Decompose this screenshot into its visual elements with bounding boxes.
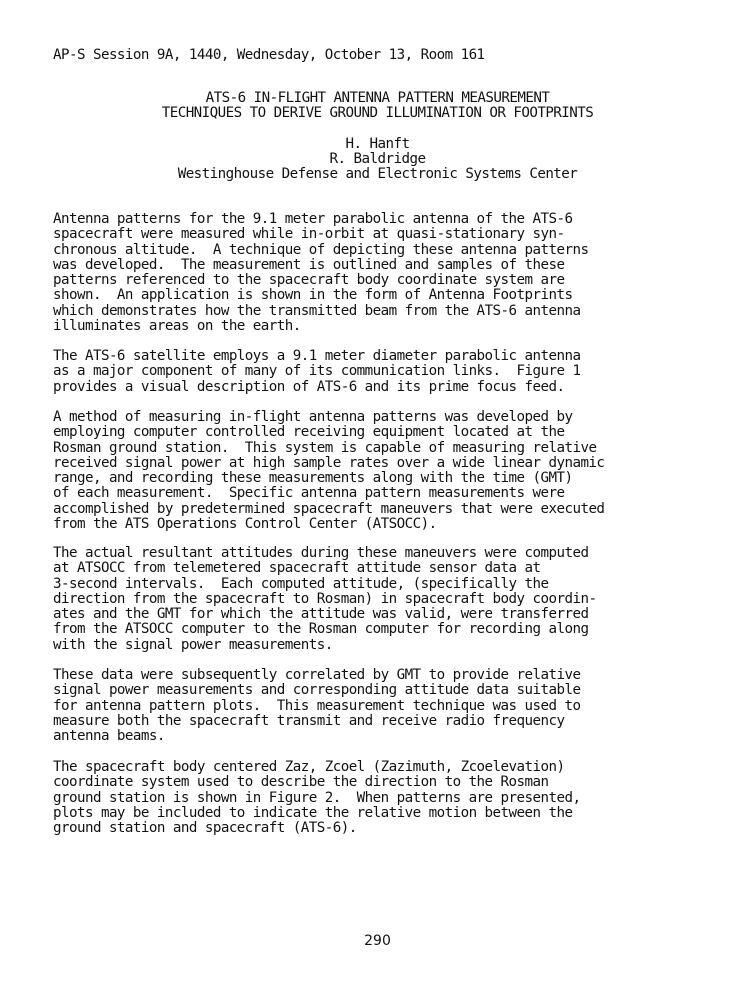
- text-line: ground station is shown in Figure 2. When patterns are presented,: [53, 789, 581, 806]
- text-line: from the ATS Operations Control Center (ATSOCC).: [53, 515, 437, 532]
- text-line: of each measurement. Specific antenna pattern measurements were: [53, 485, 565, 502]
- text-line: accomplished by predetermined spacecraft maneuvers that were executed: [53, 500, 605, 517]
- text-line: received signal power at high sample rates over a wide linear dynamic: [53, 454, 605, 471]
- title-line-1: ATS-6 IN-FLIGHT ANTENNA PATTERN MEASUREMENT: [205, 90, 550, 106]
- text-line: coordinate system used to describe the direction to the Rosman: [53, 774, 549, 791]
- text-line: Rosman ground station. This system is capable of measuring relative: [53, 439, 597, 456]
- paragraph-attitudes: [53, 546, 733, 653]
- text-line: range, and recording these measurements along with the time (GMT): [53, 470, 573, 486]
- text-line: which demonstrates how the transmitted beam from the ATS-6 antenna: [53, 302, 581, 319]
- text-line: These data were subsequently correlated by GMT to provide relative: [53, 667, 581, 683]
- paragraph-satellite: [53, 349, 733, 395]
- text-line: antenna beams.: [53, 728, 165, 744]
- paragraph-method: [53, 410, 733, 532]
- text-line: was developed. The measurement is outlined and samples of these: [53, 256, 565, 273]
- text-line: chronous altitude. A technique of depicting these antenna patterns: [53, 241, 589, 258]
- text-line: illuminates areas on the earth.: [53, 317, 301, 334]
- text-line: as a major component of many of its communication links. Figure 1: [53, 363, 581, 380]
- text-line: ground station and spacecraft (ATS-6).: [53, 820, 357, 836]
- page-number: 290: [364, 933, 391, 949]
- text-line: ates and the GMT for which the attitude was valid, were transferred: [53, 606, 589, 622]
- paragraph-abstract: [53, 212, 733, 334]
- paragraph-coordinate-system: [53, 760, 733, 836]
- text-line: provides a visual description of ATS-6 and its prime focus feed.: [53, 378, 565, 395]
- text-line: signal power measurements and corresponding attitude data suitable: [53, 682, 581, 699]
- text-line: The ATS-6 satellite employs a 9.1 meter diameter parabolic antenna: [53, 348, 581, 364]
- paragraph-correlation: [53, 668, 733, 744]
- text-line: shown. An application is shown in the form of Antenna Footprints: [53, 287, 573, 304]
- text-line: Antenna patterns for the 9.1 meter parabolic antenna of the ATS-6: [53, 211, 573, 227]
- title-line-2: TECHNIQUES TO DERIVE GROUND ILLUMINATION OR FOOTPRINTS: [161, 105, 594, 121]
- text-line: measure both the spacecraft transmit and receive radio frequency: [53, 712, 565, 729]
- text-line: patterns referenced to the spacecraft body coordinate system are: [53, 272, 565, 288]
- text-line: plots may be included to indicate the relative motion between the: [53, 804, 573, 821]
- text-line: employing computer controlled receiving equipment located at the: [53, 424, 565, 441]
- text-line: at ATSOCC from telemetered spacecraft attitude sensor data at: [53, 560, 541, 577]
- text-line: direction from the spacecraft to Rosman) in spacecraft body coordin-: [53, 590, 597, 607]
- text-line: from the ATSOCC computer to the Rosman computer for recording along: [53, 621, 589, 638]
- text-line: The spacecraft body centered Zaz, Zcoel (Zazimuth, Zcoelevation): [53, 759, 565, 775]
- author-2: R. Baldridge: [329, 151, 426, 167]
- text-line: The actual resultant attitudes during these maneuvers were computed: [53, 545, 589, 561]
- text-line: 3-second intervals. Each computed attitude, (specifically the: [53, 575, 549, 592]
- author-1: H. Hanft: [345, 136, 410, 152]
- text-line: with the signal power measurements.: [53, 636, 333, 653]
- text-line: A method of measuring in-flight antenna patterns was developed by: [53, 409, 573, 425]
- session-header: AP-S Session 9A, 1440, Wednesday, October 13, Room 161: [53, 47, 485, 63]
- affiliation: Westinghouse Defense and Electronic Systems Center: [177, 166, 578, 182]
- text-line: for antenna pattern plots. This measurement technique was used to: [53, 697, 581, 714]
- text-line: spacecraft were measured while in-orbit at quasi-stationary syn-: [53, 226, 565, 243]
